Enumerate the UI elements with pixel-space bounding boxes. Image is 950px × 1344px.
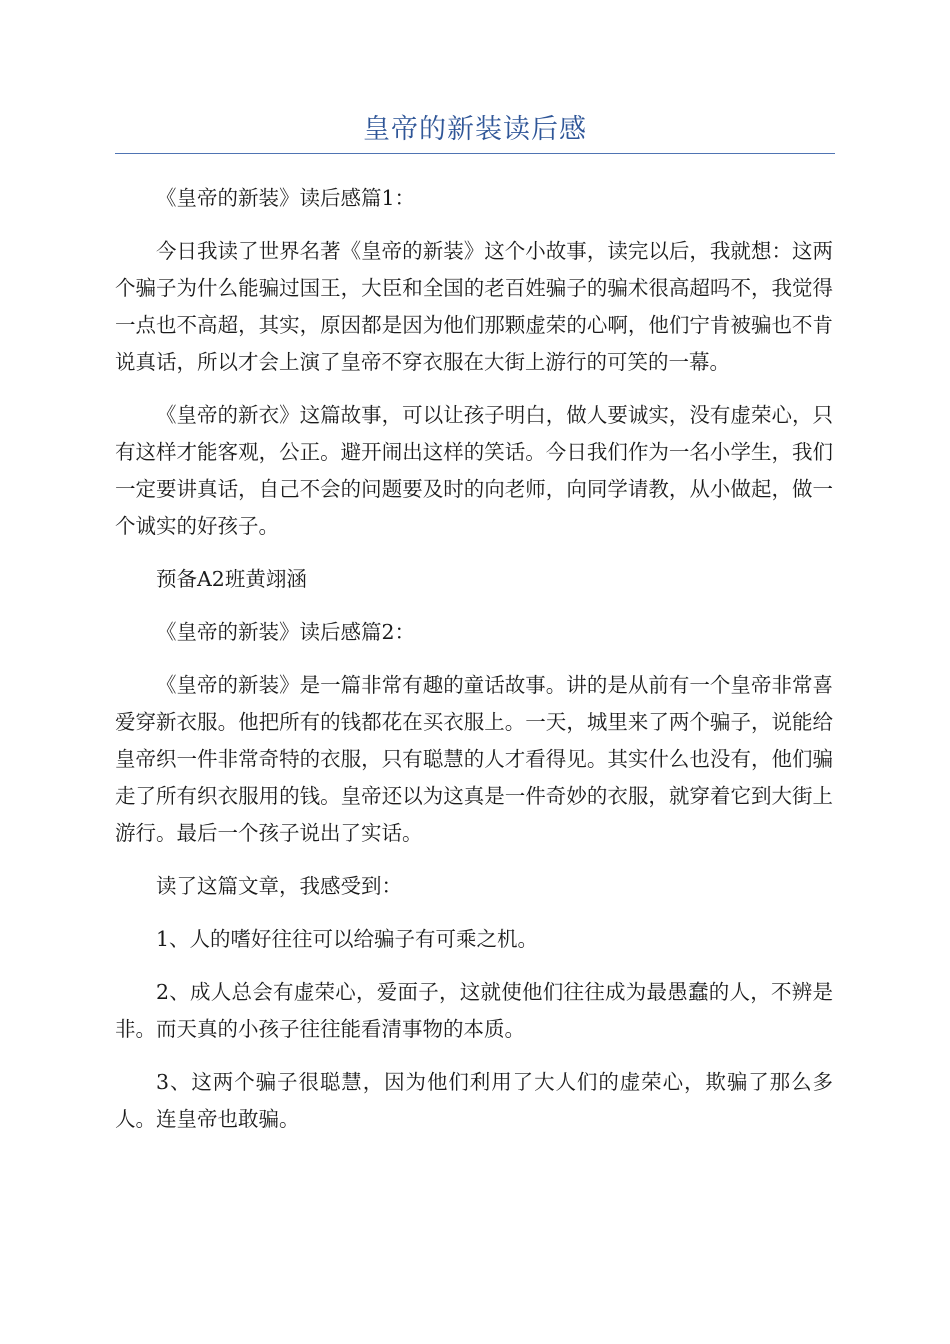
title-divider: [115, 153, 835, 154]
author-line: 预备A2班黄翊涵: [156, 567, 307, 591]
list-item: 3、这两个骗子很聪慧，因为他们利用了大人们的虚荣心，欺骗了那么多人。连皇帝也敢骗。: [115, 1070, 833, 1131]
paragraph: 《皇帝的新装》是一篇非常有趣的童话故事。讲的是从前有一个皇帝非常喜爱穿新衣服。他把所有的钱都花在买衣服上。一天，城里来了两个骗子，说能给皇帝织一件非常奇特的衣服，只有聪慧的人才看得见。其实什么也没有，他们骗走了所有织衣服用的钱。皇帝还以为这真是一件奇妙的衣服，就穿着它到大街上游行。最后一个孩子说出了实话。: [115, 673, 833, 845]
section-heading-2: 《皇帝的新装》读后感篇2：: [156, 620, 416, 644]
list-item: 2、成人总会有虚荣心，爱面子，这就使他们往往成为最愚蠢的人，不辨是非。而天真的小孩子往往能看清事物的本质。: [115, 980, 833, 1041]
paragraph: 《皇帝的新衣》这篇故事，可以让孩子明白，做人要诚实，没有虚荣心，只有这样才能客观，公正。避开闹出这样的笑话。今日我们作为一名小学生，我们一定要讲真话，自己不会的问题要及时的向老师，向同学请教，从小做起，做一个诚实的好孩子。: [115, 403, 833, 538]
paragraph: 今日我读了世界名著《皇帝的新装》这个小故事，读完以后，我就想：这两个骗子为什么能骗过国王，大臣和全国的老百姓骗子的骗术很高超吗不，我觉得一点也不高超，其实，原因都是因为他们那颗虚荣的心啊，他们宁肯被骗也不肯说真话，所以才会上演了皇帝不穿衣服在大街上游行的可笑的一幕。: [115, 239, 833, 374]
paragraph: 读了这篇文章，我感受到：: [156, 874, 402, 898]
section-heading-1: 《皇帝的新装》读后感篇1：: [156, 186, 416, 210]
page-title: 皇帝的新装读后感: [363, 114, 587, 145]
document-body: [115, 180, 833, 1154]
list-item: 1、人的嗜好往往可以给骗子有可乘之机。: [156, 927, 539, 951]
